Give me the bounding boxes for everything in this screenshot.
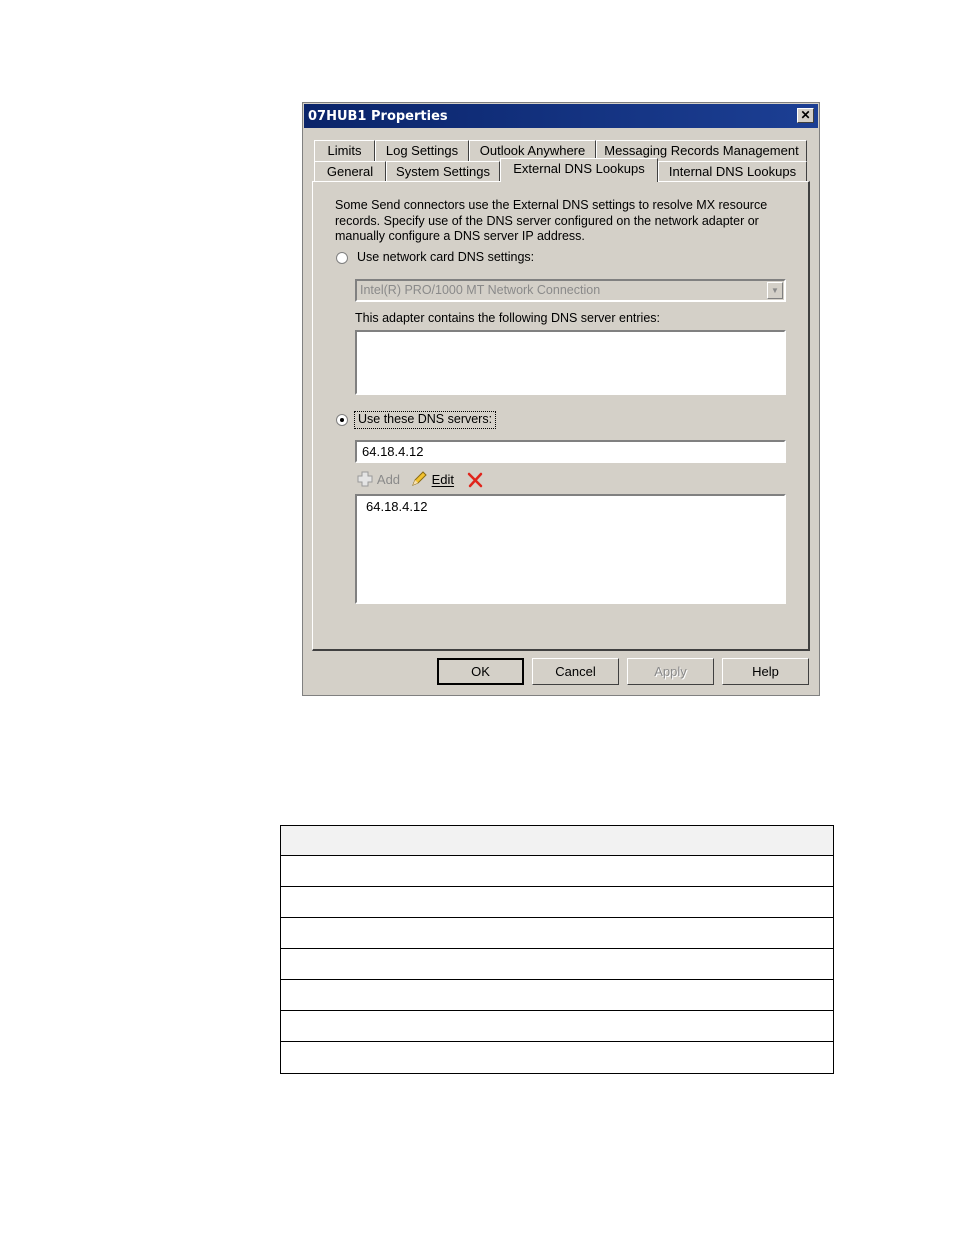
- external-dns-panel: [312, 181, 810, 651]
- adapter-dns-entries-list[interactable]: [355, 330, 786, 395]
- tab-internal-dns-lookups[interactable]: Internal DNS Lookups: [658, 161, 807, 182]
- add-icon: [356, 470, 374, 488]
- table-row: [281, 1010, 833, 1042]
- network-adapter-select[interactable]: [355, 279, 786, 302]
- table-row: [281, 948, 833, 980]
- tab-messaging-records-management[interactable]: Messaging Records Management: [596, 140, 807, 161]
- help-button[interactable]: Help: [722, 658, 809, 685]
- dns-server-input[interactable]: 64.18.4.12: [355, 440, 786, 463]
- tab-log-settings[interactable]: Log Settings: [375, 140, 469, 161]
- edit-button[interactable]: [410, 470, 454, 489]
- network-card-dns-radio[interactable]: [336, 252, 348, 264]
- network-adapter-value: Intel(R) PRO/1000 MT Network Connection: [360, 283, 601, 297]
- use-dns-servers-radio[interactable]: [336, 414, 348, 426]
- table-header-row: [281, 826, 833, 856]
- dns-servers-list[interactable]: [355, 494, 786, 604]
- empty-table: [280, 825, 834, 1074]
- table-row: [281, 886, 833, 918]
- remove-button[interactable]: [466, 471, 484, 494]
- apply-button[interactable]: Apply: [627, 658, 714, 685]
- add-label: Add: [376, 472, 401, 487]
- tab-system-settings[interactable]: System Settings: [386, 161, 500, 182]
- properties-dialog: [302, 102, 820, 696]
- tab-limits[interactable]: Limits: [314, 140, 375, 161]
- tab-external-dns-lookups[interactable]: External DNS Lookups: [500, 158, 658, 182]
- remove-icon: [466, 471, 484, 489]
- table-row: [281, 855, 833, 887]
- edit-label: Edit: [431, 472, 455, 487]
- add-button[interactable]: [356, 470, 400, 489]
- ok-button[interactable]: OK: [437, 658, 524, 685]
- window-title: 07HUB1 Properties: [308, 109, 448, 124]
- dns-toolbar: [356, 470, 556, 490]
- adapter-entries-label: This adapter contains the following DNS server entries:: [355, 311, 661, 325]
- use-dns-servers-label[interactable]: Use these DNS servers:: [354, 411, 496, 429]
- description-text: Some Send connectors use the External DNS settings to resolve MX resource records. Specify use of the DNS server configured on the network adapter or manually configure a DNS server IP address.: [335, 198, 768, 243]
- close-button[interactable]: ✕: [797, 108, 814, 123]
- table-row: [281, 979, 833, 1011]
- network-card-dns-label[interactable]: Use network card DNS settings:: [357, 250, 535, 264]
- list-item[interactable]: 64.18.4.12: [366, 499, 428, 514]
- table-row: [281, 917, 833, 949]
- tab-outlook-anywhere[interactable]: Outlook Anywhere: [469, 140, 596, 161]
- cancel-button[interactable]: Cancel: [532, 658, 619, 685]
- pencil-icon: [410, 470, 428, 488]
- title-bar[interactable]: [304, 104, 818, 128]
- chevron-down-icon[interactable]: ▼: [767, 282, 783, 299]
- tab-general[interactable]: General: [314, 161, 386, 182]
